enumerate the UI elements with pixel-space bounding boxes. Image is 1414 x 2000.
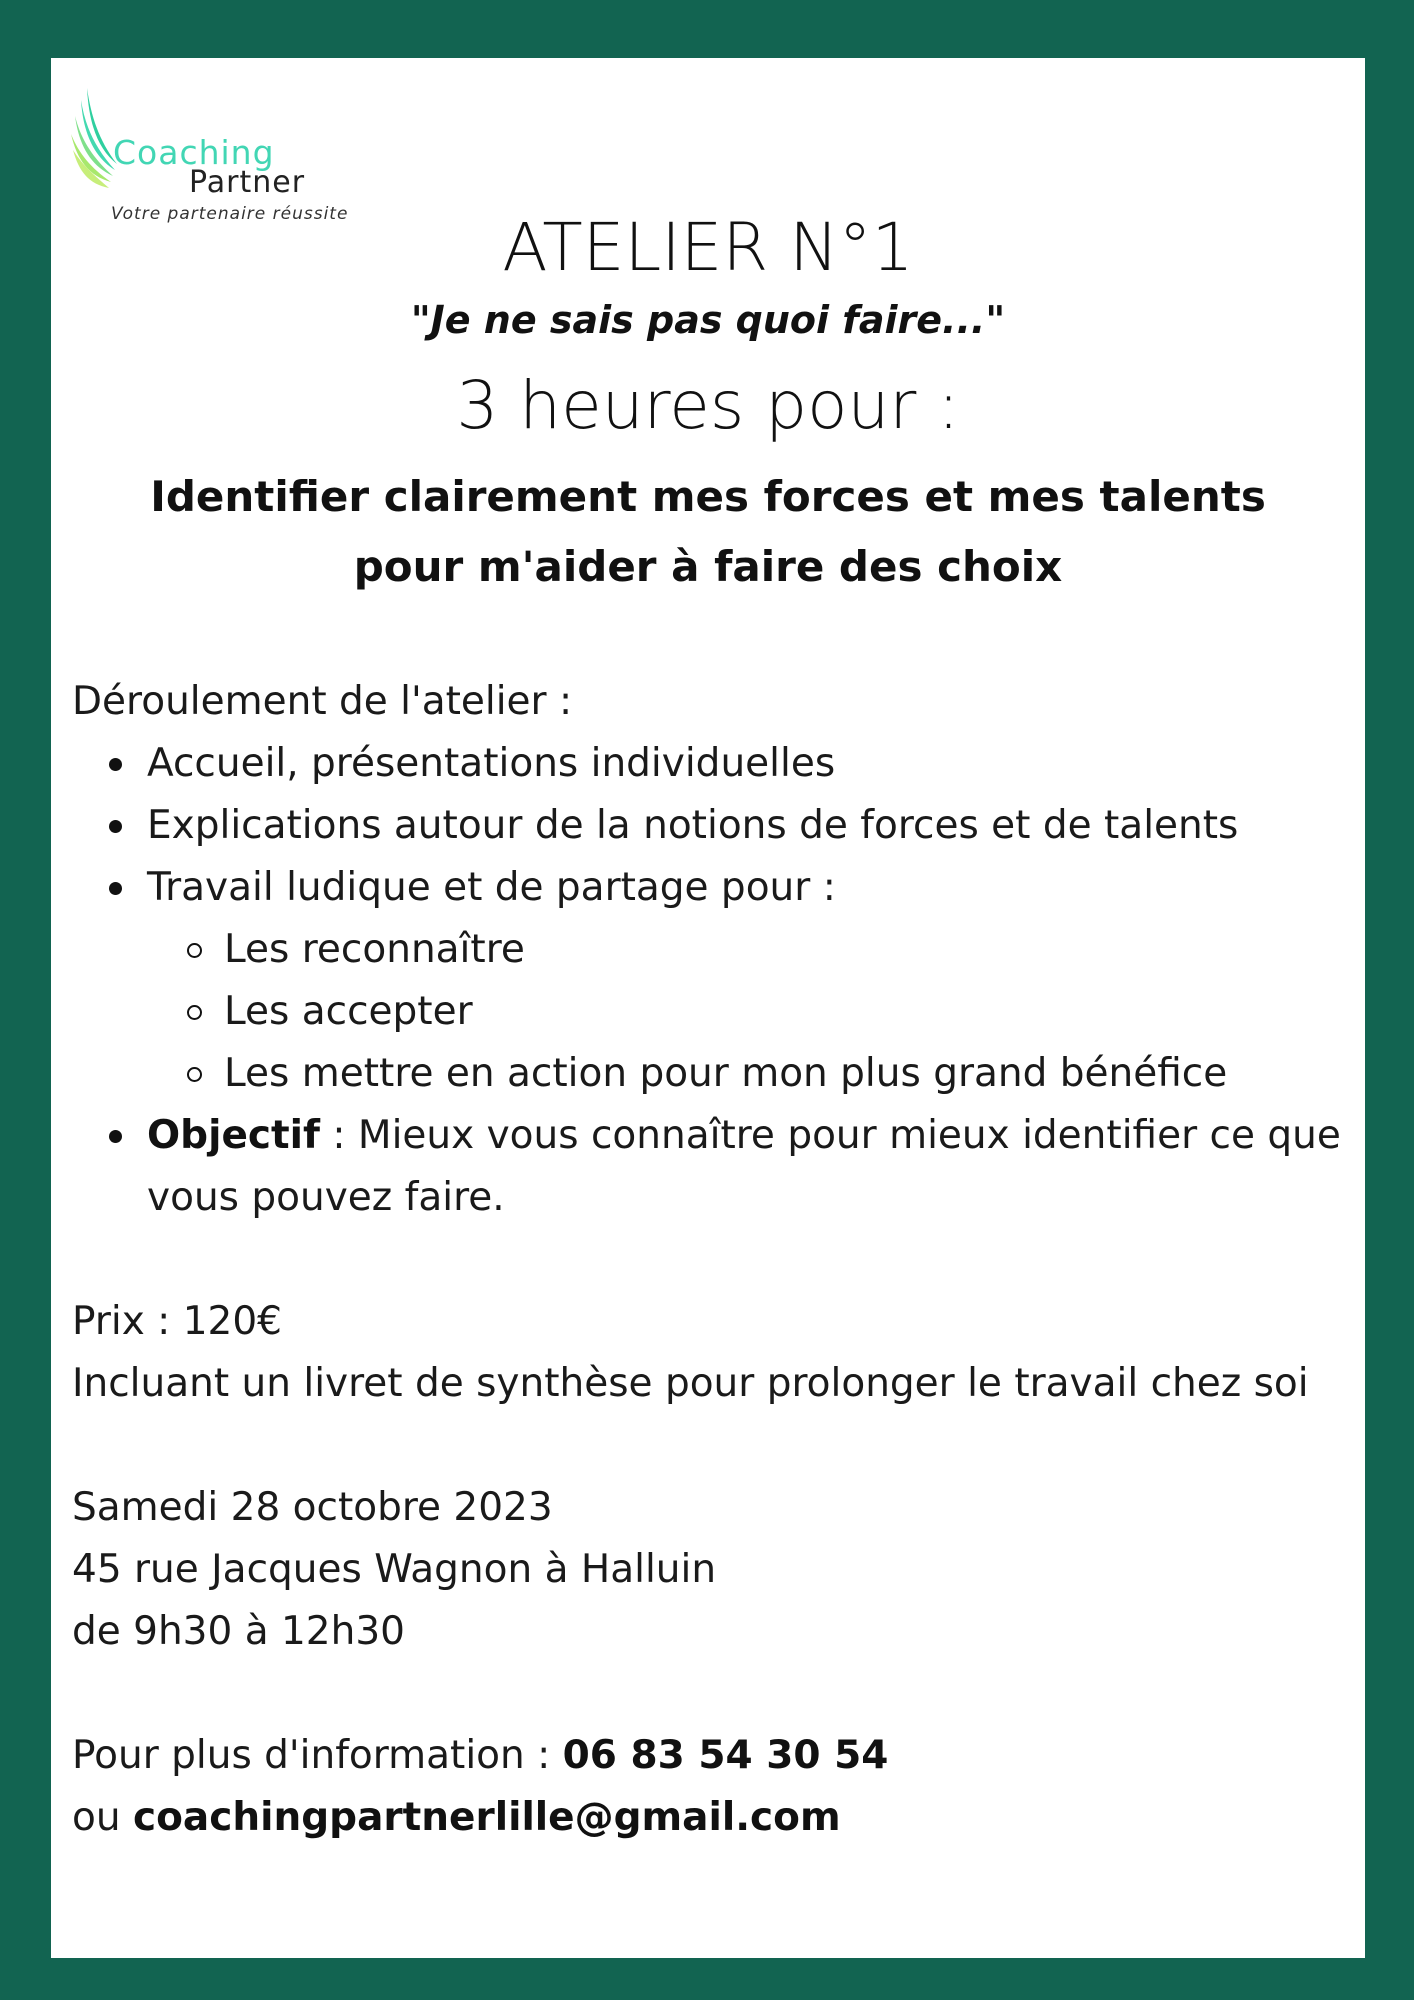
list-item-label: Travail ludique et de partage pour : bbox=[147, 865, 836, 910]
event-address: 45 rue Jacques Wagnon à Halluin bbox=[72, 1547, 717, 1592]
contact-prefix: Pour plus d'information : bbox=[72, 1733, 563, 1778]
list-item: Explications autour de la notions de forces et de talents bbox=[147, 795, 1352, 857]
coaching-partner-logo bbox=[69, 86, 389, 226]
contact-email-line bbox=[72, 1787, 1352, 1849]
logo-word-partner: Partner bbox=[189, 165, 306, 200]
subtitle: 3 heures pour : bbox=[456, 367, 960, 444]
list-item bbox=[147, 857, 1352, 1105]
sub-list-item: Les reconnaître bbox=[224, 919, 1352, 981]
workshop-goal bbox=[91, 462, 1325, 602]
quote: "Je ne sais pas quoi faire..." bbox=[410, 298, 1006, 342]
page-title: ATELIER N°1 bbox=[502, 209, 914, 286]
phone-number[interactable]: 06 83 54 30 54 bbox=[562, 1733, 889, 1778]
objective-item bbox=[147, 1105, 1352, 1229]
email-address[interactable]: coachingpartnerlille@gmail.com bbox=[132, 1795, 841, 1840]
goal-line-2: pour m'aider à faire des choix bbox=[353, 542, 1063, 591]
objective-text: : Mieux vous connaître pour mieux identifier ce que vous pouvez faire. bbox=[147, 1113, 1341, 1220]
sub-list-item: Les accepter bbox=[224, 981, 1352, 1043]
logo-tagline: Votre partenaire réussite bbox=[111, 204, 349, 224]
price-note: Incluant un livret de synthèse pour prolonger le travail chez soi bbox=[72, 1361, 1309, 1406]
flyer-card bbox=[51, 58, 1365, 1958]
sub-list-item: Les mettre en action pour mon plus grand bénéfice bbox=[224, 1043, 1352, 1105]
event-date: Samedi 28 octobre 2023 bbox=[72, 1485, 553, 1530]
goal-line-1: Identifier clairement mes forces et mes talents bbox=[150, 472, 1266, 521]
logo-word-coaching: Coaching bbox=[113, 133, 275, 172]
program-list bbox=[72, 733, 1352, 1229]
objective-label: Objectif bbox=[147, 1113, 320, 1158]
workshop-details bbox=[72, 671, 1352, 1849]
contact-or: ou bbox=[72, 1795, 133, 1840]
sub-list bbox=[147, 919, 1352, 1105]
program-heading: Déroulement de l'atelier : bbox=[72, 679, 573, 724]
list-item: Accueil, présentations individuelles bbox=[147, 733, 1352, 795]
event-time: de 9h30 à 12h30 bbox=[72, 1609, 405, 1654]
price-line: Prix : 120€ bbox=[72, 1299, 282, 1344]
contact-phone-line bbox=[72, 1725, 1352, 1787]
